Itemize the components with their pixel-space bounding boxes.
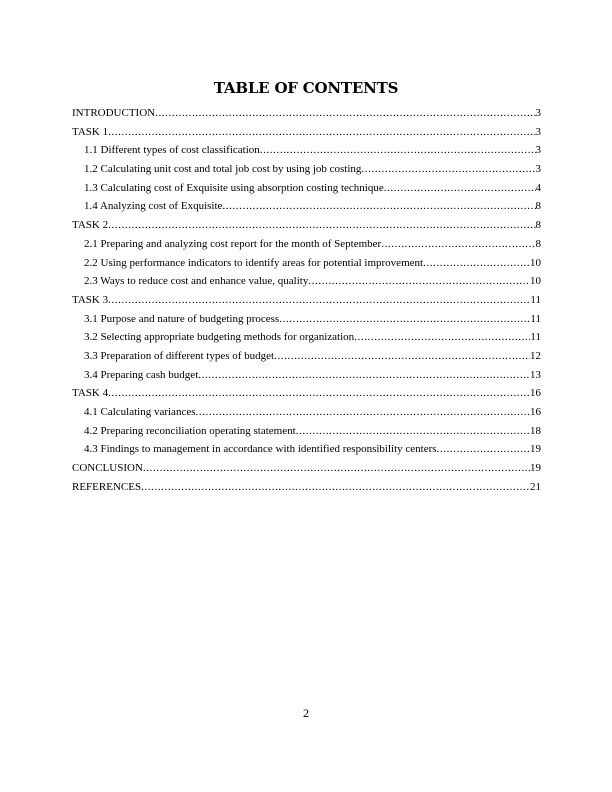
toc-entry-title: 2.2 Using performance indicators to identify areas for potential improvement: [84, 256, 424, 269]
toc-dot-leader: [108, 384, 530, 403]
toc-entry-title: 4.1 Calculating variances: [84, 406, 196, 418]
toc-entry-page: 8: [535, 219, 541, 232]
toc-entry[interactable]: [72, 478, 541, 497]
toc-dot-leader: [361, 160, 535, 179]
toc-dot-leader: [381, 235, 535, 254]
toc-entry[interactable]: [72, 440, 541, 459]
toc-dot-leader: [308, 272, 530, 291]
toc-entry-title: 1.3 Calculating cost of Exquisite using absorption costing technique: [84, 181, 384, 194]
toc-entry-title: 3.4 Preparing cash budget: [84, 368, 199, 381]
toc-entry[interactable]: [72, 179, 541, 198]
page-title: TABLE OF CONTENTS: [213, 79, 399, 97]
toc-entry-page: 18: [530, 424, 541, 437]
toc-entry-page: 8: [535, 200, 541, 213]
toc-entry[interactable]: [72, 310, 541, 329]
toc-entry[interactable]: [72, 328, 541, 347]
toc-entry-title: CONCLUSION: [72, 462, 143, 475]
toc-entry-page: 8: [535, 237, 541, 250]
toc-entry-page: 11: [530, 293, 541, 306]
toc-dot-leader: [108, 123, 535, 142]
toc-entry[interactable]: [72, 160, 541, 179]
toc-entry[interactable]: [72, 141, 541, 160]
toc-entry-title: INTRODUCTION: [72, 107, 156, 119]
toc-dot-leader: [296, 422, 530, 441]
table-of-contents: [72, 104, 541, 496]
toc-entry[interactable]: [72, 104, 541, 123]
toc-entry-page: 21: [530, 480, 541, 493]
toc-entry-page: 16: [530, 406, 541, 418]
toc-entry-title: 3.1 Purpose and nature of budgeting process: [84, 312, 280, 325]
toc-entry-page: 3: [535, 107, 541, 119]
toc-dot-leader: [437, 440, 530, 459]
toc-entry[interactable]: [72, 403, 541, 422]
toc-entry[interactable]: [72, 235, 541, 254]
toc-entry-page: 3: [535, 125, 541, 138]
page-number: 2: [303, 706, 309, 720]
toc-entry-page: 3: [535, 144, 541, 157]
toc-entry-title: TASK 4: [72, 387, 109, 400]
toc-entry[interactable]: [72, 347, 541, 366]
toc-entry-title: TASK 2: [72, 219, 109, 232]
toc-entry-title: TASK 1: [72, 125, 109, 138]
toc-dot-leader: [274, 347, 530, 366]
toc-dot-leader: [108, 291, 530, 310]
toc-entry[interactable]: [72, 123, 541, 142]
toc-entry-page: 3: [535, 163, 541, 176]
toc-entry[interactable]: [72, 197, 541, 216]
toc-entry[interactable]: [72, 384, 541, 403]
toc-dot-leader: [196, 403, 531, 422]
toc-dot-leader: [384, 179, 536, 198]
toc-entry-page: 16: [530, 387, 541, 400]
toc-entry[interactable]: [72, 254, 541, 273]
toc-entry-title: 1.1 Different types of cost classification: [84, 144, 260, 157]
toc-entry-page: 11: [530, 331, 541, 344]
toc-dot-leader: [222, 197, 535, 216]
toc-entry-title: 2.3 Ways to reduce cost and enhance value, quality: [84, 275, 309, 288]
toc-dot-leader: [354, 328, 530, 347]
toc-entry[interactable]: [72, 366, 541, 385]
toc-entry-page: 19: [530, 462, 541, 475]
toc-entry-page: 10: [530, 256, 541, 269]
toc-entry-page: 10: [530, 275, 541, 288]
toc-dot-leader: [260, 141, 536, 160]
toc-entry-page: 4: [535, 181, 541, 194]
toc-entry[interactable]: [72, 216, 541, 235]
toc-entry[interactable]: [72, 459, 541, 478]
toc-dot-leader: [141, 478, 530, 497]
toc-entry-title: REFERENCES: [72, 480, 142, 493]
toc-dot-leader: [279, 310, 530, 329]
toc-entry-title: 4.3 Findings to management in accordance with identified responsibility centers: [84, 443, 437, 456]
toc-entry-page: 13: [530, 368, 541, 381]
toc-dot-leader: [155, 104, 535, 123]
toc-entry-page: 12: [530, 349, 541, 362]
toc-entry-title: TASK 3: [72, 293, 109, 306]
toc-entry-title: 4.2 Preparing reconciliation operating statement: [84, 424, 296, 437]
toc-entry-title: 2.1 Preparing and analyzing cost report for the month of September: [84, 237, 382, 250]
toc-entry-page: 11: [530, 312, 541, 325]
toc-entry-title: 1.4 Analyzing cost of Exquisite: [84, 200, 223, 213]
toc-dot-leader: [108, 216, 535, 235]
toc-dot-leader: [143, 459, 530, 478]
toc-entry-title: 3.2 Selecting appropriate budgeting methods for organization: [84, 331, 355, 344]
toc-entry[interactable]: [72, 422, 541, 441]
toc-dot-leader: [198, 366, 530, 385]
toc-entry[interactable]: [72, 291, 541, 310]
toc-entry-title: 1.2 Calculating unit cost and total job cost by using job costing: [84, 163, 362, 176]
toc-entry-page: 19: [530, 443, 541, 456]
toc-entry[interactable]: [72, 272, 541, 291]
toc-entry-title: 3.3 Preparation of different types of budget: [84, 349, 275, 362]
toc-dot-leader: [423, 254, 530, 273]
